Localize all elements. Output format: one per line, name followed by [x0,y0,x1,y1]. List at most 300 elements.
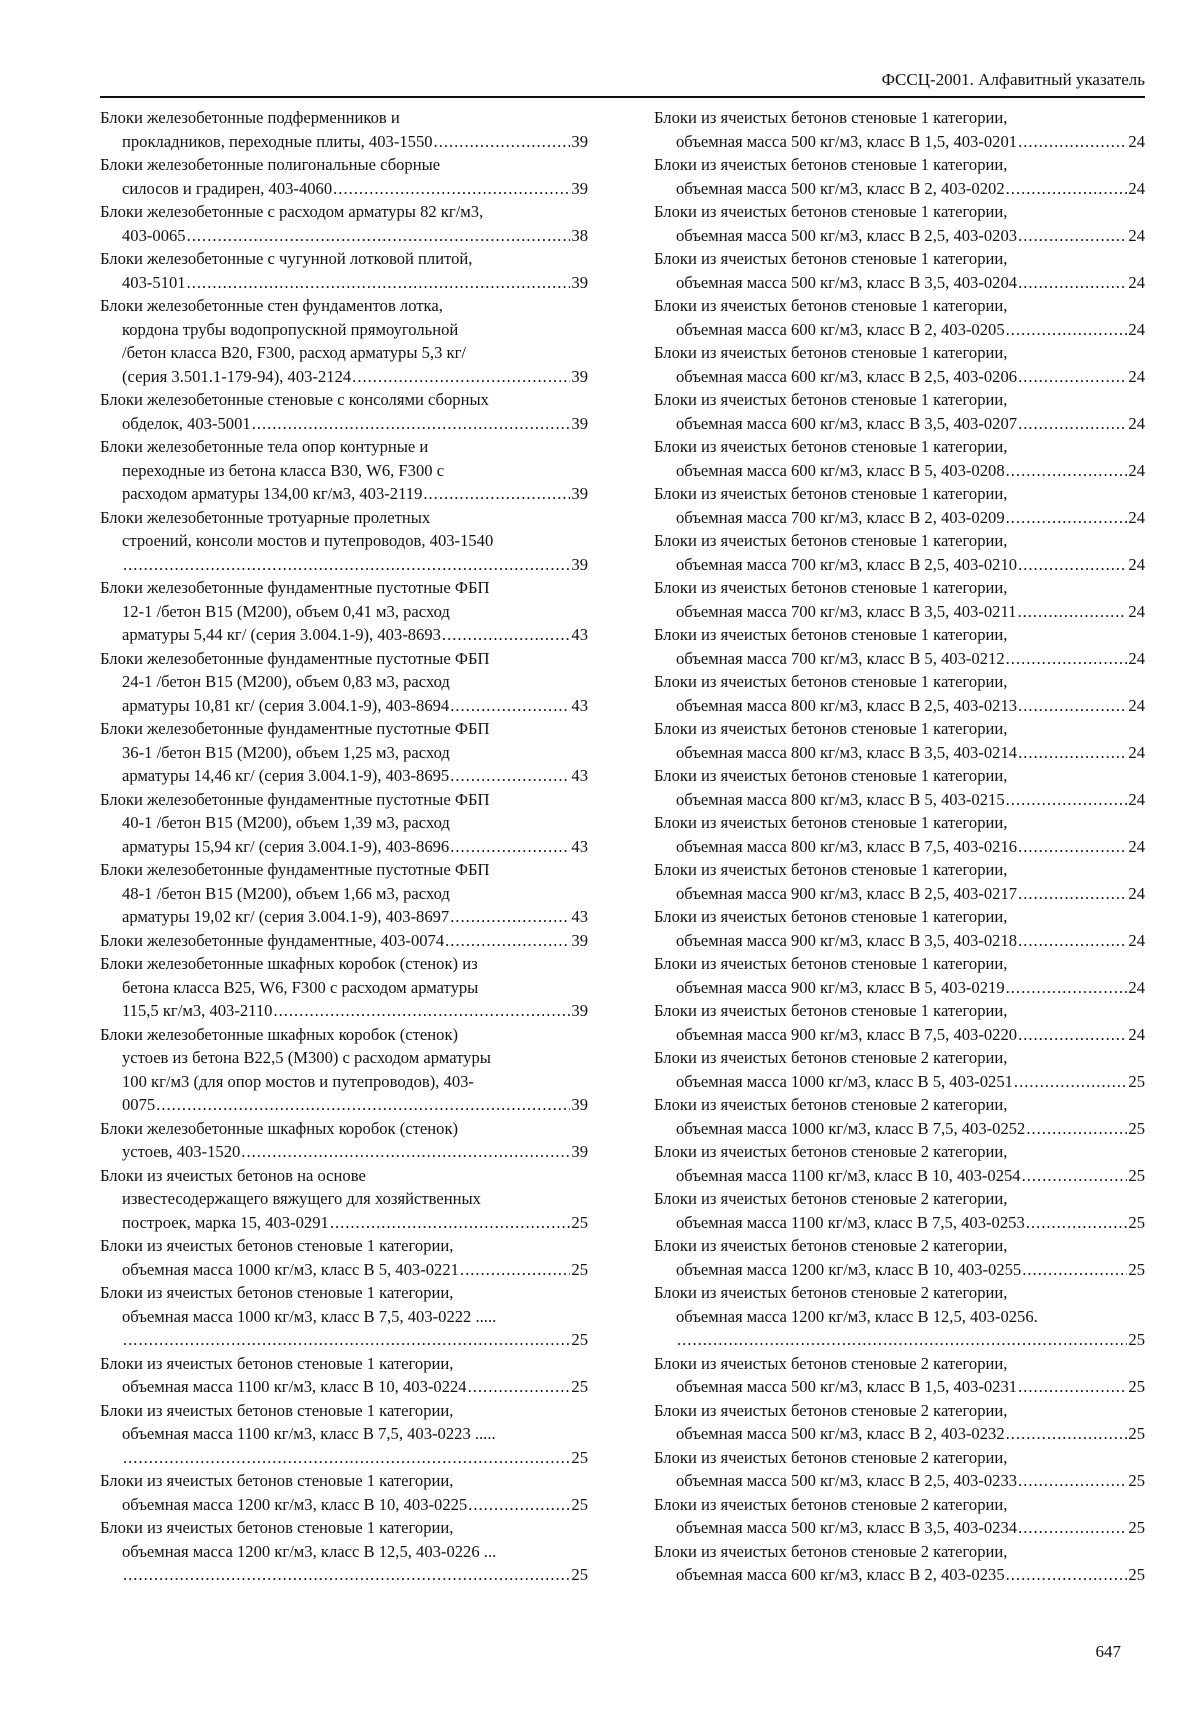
entry-text: прокладников, переходные плиты, 403-1550 [122,131,433,151]
entry-page-ref: 24 [1128,648,1145,668]
entry-text: Блоки из ячеистых бетонов стеновые 1 категории, [654,155,1008,174]
entry-text: арматуры 19,02 кг/ (серия 3.004.1-9), 403-8697 [122,907,450,926]
index-entry [100,1399,588,1470]
entry-text: Блоки из ячеистых бетонов стеновые 2 категории, [654,1541,1008,1561]
dot-leader [156,1093,570,1117]
index-entry [654,1352,1145,1399]
entry-line [654,435,1145,459]
entry-line [100,952,588,976]
header-rule [100,96,1145,98]
entry-line [654,1281,1145,1305]
entry-line [654,952,1145,976]
entry-line [654,1258,1145,1282]
entry-line [654,1164,1145,1188]
header-title: ФССЦ-2001. Алфавитный указатель [881,70,1145,89]
entry-line [100,670,588,694]
entry-line [100,1117,588,1141]
dot-leader [1018,882,1127,906]
entry-line [654,153,1145,177]
entry-line [100,318,588,342]
entry-page-ref: 25 [1128,1330,1145,1349]
entry-text: объемная масса 1100 кг/м3, класс В 7,5, 403-0253 [676,1212,1025,1232]
entry-text: объемная масса 900 кг/м3, класс В 5, 403-0219 [676,977,1005,997]
entry-line [100,788,588,812]
entry-text: Блоки из ячеистых бетонов стеновые 1 категории, [654,625,1008,644]
dot-leader [468,1493,570,1517]
entry-page-ref: 39 [571,554,588,574]
entry-text: Блоки из ячеистых бетонов стеновые 1 категории, [654,343,1008,362]
index-entry [100,788,588,859]
index-entry [100,106,588,153]
entry-text: бетона класса В25, W6, F300 с расходом арматуры [122,977,479,997]
entry-line [100,553,588,577]
entry-page-ref: 39 [571,366,588,386]
entry-text: Блоки железобетонные тротуарные пролетных [100,507,431,527]
entry-text: (серия 3.501.1-179-94), 403-2124 [122,366,352,386]
dot-leader [330,1211,571,1235]
entry-text: Блоки из ячеистых бетонов стеновые 1 категории, [654,672,1008,691]
entry-text: расходом арматуры 134,00 кг/м3, 403-2119 [122,484,423,503]
entry-line [100,999,588,1023]
entry-line [654,858,1145,882]
entry-line [100,576,588,600]
entry-line [654,741,1145,765]
dot-leader [123,553,570,577]
entry-text: Блоки из ячеистых бетонов стеновые 1 категории, [654,296,1008,315]
entry-text: Блоки из ячеистых бетонов стеновые 2 категории, [654,1189,1008,1208]
entry-line [654,647,1145,671]
entry-page-ref: 43 [571,836,588,856]
index-entry [100,153,588,200]
entry-page-ref: 43 [571,625,588,644]
dot-leader [1006,1422,1128,1446]
entry-line [100,1305,588,1329]
dot-leader [1006,647,1128,671]
entry-text: объемная масса 600 кг/м3, класс В 2,5, 403-0206 [676,366,1018,386]
entry-page-ref: 25 [1128,1377,1145,1396]
index-entry [100,1281,588,1352]
entry-line [100,1352,588,1376]
entry-line [100,1164,588,1188]
entry-text: объемная масса 500 кг/м3, класс В 1,5, 403-0231 [676,1377,1018,1396]
entry-text: объемная масса 1200 кг/м3, класс В 10, 403-0255 [676,1259,1022,1279]
entry-text: Блоки железобетонные тела опор контурные и [100,437,429,456]
entry-line [100,929,588,953]
entry-line [100,294,588,318]
dot-leader [442,623,570,647]
index-column-left [100,106,588,1587]
entry-text: устоев, 403-1520 [122,1142,241,1161]
index-entry [654,247,1145,294]
entry-text: арматуры 5,44 кг/ (серия 3.004.1-9), 403-8693 [122,625,441,644]
entry-text: устоев из бетона В22,5 (М300) с расходом арматуры [122,1048,491,1067]
index-entry [654,670,1145,717]
index-entry [100,576,588,647]
entry-text: 24-1 /бетон В15 (М200), объем 0,83 м3, расход [122,672,450,691]
entry-text: 403-5101 [122,272,186,292]
entry-line [654,1352,1145,1376]
entry-text: Блоки железобетонные фундаментные пустотные ФБП [100,789,490,809]
entry-text: объемная масса 600 кг/м3, класс В 2, 403-0205 [676,319,1005,339]
index-entry [654,999,1145,1046]
entry-line [654,882,1145,906]
index-entry [100,294,588,388]
entry-text: объемная масса 900 кг/м3, класс В 3,5, 403-0218 [676,930,1018,950]
entry-page-ref: 24 [1128,272,1145,292]
index-entry [654,764,1145,811]
entry-text: построек, марка 15, 403-0291 [122,1212,329,1232]
entry-text: Блоки из ячеистых бетонов стеновые 1 категории, [654,249,1008,268]
entry-line [654,811,1145,835]
index-entry [654,200,1145,247]
dot-leader [352,365,570,389]
entry-page-ref: 24 [1128,554,1145,574]
index-column-right [654,106,1145,1587]
entry-line [100,1281,588,1305]
entry-line [100,741,588,765]
entry-line [100,647,588,671]
entry-page-ref: 25 [1128,1259,1145,1279]
entry-text: объемная масса 700 кг/м3, класс В 3,5, 403-0211 [676,601,1017,621]
entry-line [100,106,588,130]
entry-line [100,1516,588,1540]
index-entry [654,905,1145,952]
dot-leader [1014,1070,1127,1094]
entry-text: объемная масса 800 кг/м3, класс В 7,5, 403-0216 [676,836,1018,856]
entry-page-ref: 24 [1128,178,1145,198]
entry-text: Блоки из ячеистых бетонов на основе [100,1165,366,1185]
entry-text: объемная масса 1200 кг/м3, класс В 12,5, 403-0256. [676,1306,1038,1326]
entry-page-ref: 39 [571,930,588,950]
entry-line [654,999,1145,1023]
entry-text: Блоки из ячеистых бетонов стеновые 1 категории, [100,1400,454,1420]
entry-line [100,600,588,624]
entry-text: объемная масса 800 кг/м3, класс В 5, 403-0215 [676,789,1005,809]
entry-text: Блоки из ячеистых бетонов стеновые 1 категории, [100,1283,454,1302]
dot-leader [1006,459,1128,483]
entry-line [100,247,588,271]
entry-line [100,858,588,882]
entry-line [100,623,588,647]
entry-line [654,1563,1145,1587]
entry-text: Блоки из ячеистых бетонов стеновые 2 категории, [654,1095,1008,1114]
entry-line [654,1305,1145,1329]
entry-page-ref: 24 [1128,977,1145,997]
entry-line [654,1446,1145,1470]
entry-line [654,976,1145,1000]
entry-text: объемная масса 500 кг/м3, класс В 3,5, 403-0204 [676,272,1018,292]
entry-line [654,1516,1145,1540]
index-entry [100,1516,588,1587]
entry-text: Блоки железобетонные подферменников и [100,108,400,127]
entry-page-ref: 24 [1128,413,1145,433]
dot-leader [187,271,571,295]
entry-text: Блоки из ячеистых бетонов стеновые 1 категории, [654,813,1008,832]
entry-line [100,412,588,436]
entry-page-ref: 24 [1128,883,1145,903]
index-entry [654,1281,1145,1352]
index-entry [654,1046,1145,1093]
entry-page-ref: 24 [1128,836,1145,856]
entry-text: Блоки из ячеистых бетонов стеновые 1 категории, [654,719,1008,738]
dot-leader [1026,1117,1127,1141]
dot-leader [677,1328,1127,1352]
entry-line [654,224,1145,248]
entry-line [654,1046,1145,1070]
entry-line [100,1187,588,1211]
entry-text: Блоки из ячеистых бетонов стеновые 1 категории, [654,531,1008,550]
dot-leader [460,1258,570,1282]
entry-text: объемная масса 500 кг/м3, класс В 2, 403-0232 [676,1424,1005,1443]
entry-text: объемная масса 500 кг/м3, класс В 2, 403-0202 [676,178,1005,198]
index-entry [100,647,588,718]
entry-text: Блоки из ячеистых бетонов стеновые 2 категории, [654,1447,1008,1467]
entry-text: Блоки из ячеистых бетонов стеновые 2 категории, [654,1494,1008,1514]
dot-leader [450,764,570,788]
entry-line [100,130,588,154]
entry-text: арматуры 15,94 кг/ (серия 3.004.1-9), 403-8696 [122,836,450,856]
entry-text: Блоки из ячеистых бетонов стеновые 1 категории, [654,390,1008,409]
index-entry [654,1399,1145,1446]
entry-text: Блоки из ячеистых бетонов стеновые 1 категории, [654,954,1008,973]
dot-leader [333,177,570,201]
entry-text: объемная масса 1100 кг/м3, класс В 7,5, 403-0223 ..... [122,1424,496,1443]
entry-text: Блоки железобетонные с расходом арматуры 82 кг/м3, [100,202,484,221]
entry-page-ref: 25 [1128,1471,1145,1490]
index-entry [100,929,588,953]
index-entry [654,1093,1145,1140]
entry-line [100,835,588,859]
dot-leader [450,694,570,718]
dot-leader [1006,506,1128,530]
index-entry [100,200,588,247]
entry-page-ref: 25 [571,1259,588,1279]
entry-line [100,1023,588,1047]
entry-line [100,224,588,248]
index-entry [654,294,1145,341]
entry-page-ref: 43 [571,907,588,926]
entry-line [654,1211,1145,1235]
index-entry [654,1140,1145,1187]
dot-leader [123,1446,570,1470]
entry-page-ref: 24 [1128,930,1145,950]
entry-text: объемная масса 900 кг/м3, класс В 7,5, 403-0220 [676,1024,1018,1044]
entry-line [654,694,1145,718]
entry-line [100,365,588,389]
dot-leader [1018,835,1127,859]
page-number: 647 [1095,1642,1121,1661]
entry-line [654,600,1145,624]
entry-page-ref: 24 [1128,1024,1145,1044]
entry-page-ref: 25 [571,1212,588,1232]
entry-page-ref: 24 [1128,789,1145,809]
entry-line [654,1422,1145,1446]
index-entry [100,1164,588,1235]
entry-line [654,1469,1145,1493]
index-entry [654,811,1145,858]
entry-page-ref: 43 [571,695,588,715]
entry-line [100,271,588,295]
entry-page-ref: 25 [1128,1071,1145,1091]
index-entry [100,1234,588,1281]
entry-line [654,1093,1145,1117]
dot-leader [1006,976,1128,1000]
index-entry [654,623,1145,670]
dot-leader [1006,1563,1128,1587]
entry-line [654,412,1145,436]
entry-text: объемная масса 1000 кг/м3, класс В 7,5, 403-0222 ..... [122,1306,497,1326]
entry-line [100,1070,588,1094]
entry-text: Блоки железобетонные полигональные сборные [100,155,441,174]
entry-page-ref: 25 [1128,1212,1145,1232]
entry-text: объемная масса 1100 кг/м3, класс В 10, 403-0254 [676,1165,1021,1185]
entry-text: объемная масса 1200 кг/м3, класс В 12,5, 403-0226 ... [122,1541,497,1561]
entry-page-ref: 24 [1128,460,1145,480]
dot-leader [468,1375,571,1399]
entry-text: Блоки железобетонные стен фундаментов лотка, [100,296,443,315]
index-entry [654,388,1145,435]
dot-leader [1018,741,1127,765]
dot-leader [445,929,570,953]
entry-text: Блоки из ячеистых бетонов стеновые 1 категории, [654,108,1008,127]
entry-text: Блоки из ячеистых бетонов стеновые 1 категории, [654,578,1008,597]
entry-page-ref: 39 [571,131,588,151]
dot-leader [1018,1375,1127,1399]
entry-line [654,271,1145,295]
entry-text: 403-0065 [122,225,186,245]
entry-line [654,247,1145,271]
entry-text: обделок, 403-5001 [122,413,251,433]
entry-text: объемная масса 600 кг/м3, класс В 5, 403-0208 [676,460,1005,480]
entry-line [654,1070,1145,1094]
entry-page-ref: 43 [571,766,588,785]
entry-text: объемная масса 1000 кг/м3, класс В 5, 403-0221 [122,1259,459,1279]
entry-text: Блоки из ячеистых бетонов стеновые 2 категории, [654,1142,1008,1161]
index-entry [654,1187,1145,1234]
entry-text: Блоки железобетонные фундаментные пустотные ФБП [100,860,490,879]
entry-page-ref: 25 [1128,1565,1145,1584]
dot-leader [1018,412,1127,436]
entry-text: Блоки из ячеистых бетонов стеновые 1 категории, [100,1471,454,1490]
entry-line [100,506,588,530]
entry-line [654,1493,1145,1517]
dot-leader [187,224,571,248]
entry-line [654,553,1145,577]
entry-page-ref: 25 [571,1330,588,1349]
entry-line [100,976,588,1000]
entry-text: 40-1 /бетон В15 (М200), объем 1,39 м3, расход [122,813,450,832]
entry-line [100,1422,588,1446]
entry-line [100,1211,588,1235]
index-entry [654,153,1145,200]
entry-text: Блоки из ячеистых бетонов стеновые 2 категории, [654,1236,1008,1255]
entry-page-ref: 24 [1128,225,1145,245]
entry-page-ref: 39 [571,1095,588,1114]
entry-text: арматуры 14,46 кг/ (серия 3.004.1-9), 403-8695 [122,766,450,785]
entry-page-ref: 39 [571,272,588,292]
entry-line [654,388,1145,412]
entry-line [100,1093,588,1117]
index-entry [100,247,588,294]
entry-line [100,1563,588,1587]
entry-page-ref: 24 [1128,601,1145,621]
entry-line [654,482,1145,506]
entry-line [100,811,588,835]
dot-leader [1017,600,1127,624]
entry-page-ref: 25 [1128,1165,1145,1185]
entry-text: Блоки железобетонные фундаментные пустотные ФБП [100,578,490,597]
entry-text: 36-1 /бетон В15 (М200), объем 1,25 м3, расход [122,742,450,762]
entry-line [654,529,1145,553]
entry-page-ref: 24 [1128,366,1145,386]
dot-leader [1006,177,1128,201]
index-entry [654,106,1145,153]
dot-leader [123,1328,570,1352]
entry-line [100,1046,588,1070]
dot-leader [252,412,571,436]
index-entry [100,1469,588,1516]
entry-line [100,1446,588,1470]
entry-line [100,1258,588,1282]
entry-text: Блоки из ячеистых бетонов стеновые 2 категории, [654,1353,1008,1373]
entry-text: объемная масса 800 кг/м3, класс В 3,5, 403-0214 [676,742,1018,762]
entry-line [100,1328,588,1352]
entry-line [100,529,588,553]
dot-leader [1018,365,1127,389]
entry-page-ref: 39 [571,1001,588,1020]
entry-page-ref: 25 [571,1565,588,1584]
entry-text: Блоки из ячеистых бетонов стеновые 1 категории, [100,1236,454,1255]
entry-line [100,459,588,483]
index-entry [654,1540,1145,1587]
entry-text: объемная масса 600 кг/м3, класс В 3,5, 403-0207 [676,413,1018,433]
entry-line [100,1140,588,1164]
index-entry [654,1493,1145,1540]
entry-text: объемная масса 1000 кг/м3, класс В 5, 403-0251 [676,1071,1013,1091]
dot-leader [1026,1211,1128,1235]
entry-line [654,1399,1145,1423]
entry-line [654,1328,1145,1352]
dot-leader [434,130,571,154]
index-entry [100,388,588,435]
entry-text: строений, консоли мостов и путепроводов, 403-1540 [122,531,494,550]
index-entry [100,1117,588,1164]
entry-text: Блоки из ячеистых бетонов стеновые 1 категории, [654,907,1008,926]
entry-text: объемная масса 800 кг/м3, класс В 2,5, 403-0213 [676,695,1018,715]
entry-line [654,459,1145,483]
entry-line [100,200,588,224]
entry-line [654,670,1145,694]
entry-text: объемная масса 500 кг/м3, класс В 3,5, 403-0234 [676,1518,1018,1537]
entry-page-ref: 24 [1128,131,1145,151]
index-entry [100,1352,588,1399]
entry-text: Блоки из ячеистых бетонов стеновые 2 категории, [654,1048,1008,1067]
entry-line [654,106,1145,130]
index-entry [654,1234,1145,1281]
entry-text: Блоки железобетонные с чугунной лотковой плитой, [100,249,473,268]
dot-leader [1018,224,1127,248]
index-entry [100,952,588,1023]
entry-line [654,1234,1145,1258]
entry-line [654,1375,1145,1399]
entry-line [100,694,588,718]
entry-line [654,929,1145,953]
dot-leader [1018,553,1127,577]
entry-text: Блоки из ячеистых бетонов стеновые 1 категории, [654,766,1008,785]
entry-text: Блоки железобетонные фундаментные, 403-0074 [100,930,445,950]
entry-line [100,435,588,459]
dot-leader [1022,1258,1127,1282]
